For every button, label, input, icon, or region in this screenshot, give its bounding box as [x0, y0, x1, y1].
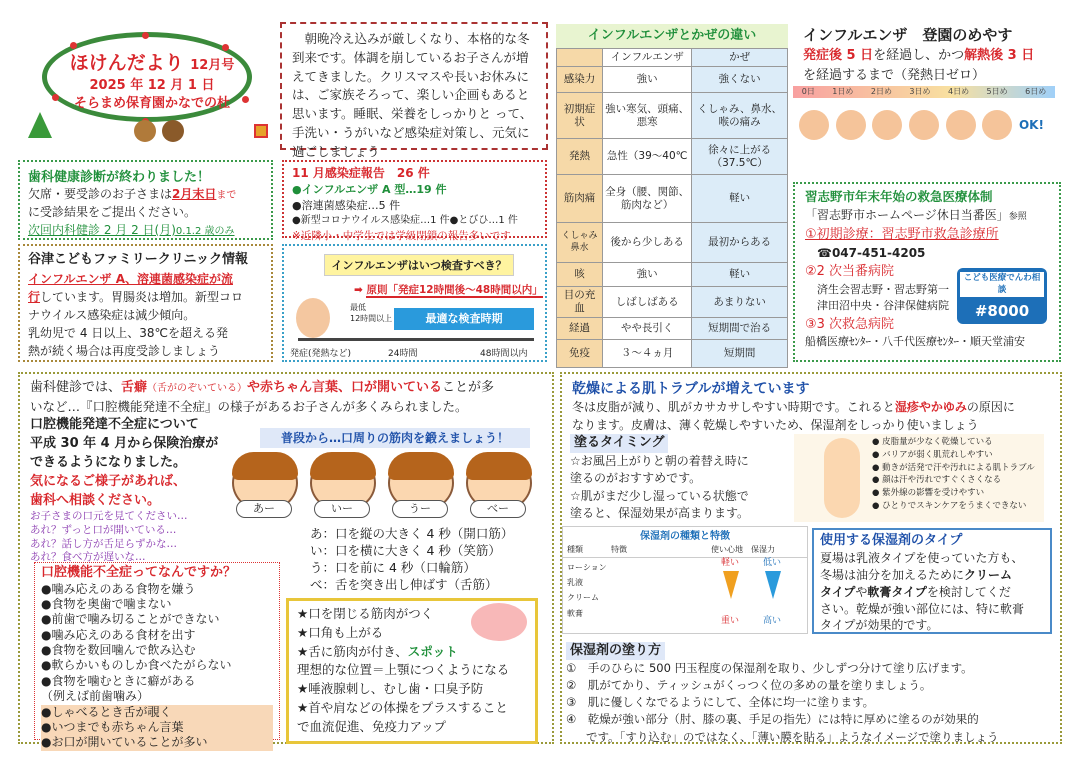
arrow-down-icon [765, 571, 781, 599]
skin-p2: なります。皮膚は、薄く乾燥しやすいため、保湿剤をしっかり使いましょう [572, 418, 979, 432]
newsletter-title: ほけんだより 12月号 [69, 52, 235, 74]
compare-flu-cell: やや長引く [603, 318, 692, 340]
skin-p1: 冬は皮脂が減り、肌がカサカサしやすい時期です。これると湿疹やかゆみの原因に [572, 400, 1015, 414]
dental-deadline-suffix: まで [216, 190, 237, 201]
flu-test-48h: 48時間以内 [480, 349, 528, 359]
school-name: そらまめ保育園かなでの杜 [73, 96, 230, 111]
child-skin-chart: ● 皮脂量が少なく乾燥している ● バリアが弱く肌荒れしやすい ● 動きが活発で汗や汚れによる肌トラブル ● 顔は汗や汚れですぐくさくなる ● 紫外線の影響を受けやすい ● ひとりでスキンケアをうまくできない [794, 434, 1044, 522]
clinic-line4: 乳幼児で 4 日以上、38℃を超える発 [28, 326, 229, 341]
what-is-box: 口腔機能不全症ってなんですか？ ●噛み応えのある食物を嫌う ●食物を奥歯で噛まない ●前歯で噛み切ることができない ●噛み応えのある食材を出す ●食物を数回噛んで飲み込む ●軟らかいものしか食べたがらない ●食物を噛むときに癖がある （例えば前歯噛み） ●しゃべるとき舌が覗く ●いつまでも赤ちゃん言葉 ●お口が開いていることが多い [34, 562, 280, 740]
emerg-hospital1: 済生会習志野・習志野第一 [817, 282, 949, 296]
compare-row-label: 免疫 [557, 340, 603, 368]
mouth-p5: できるようになりました。 [30, 454, 187, 470]
flu-test-principle: ➡ 原則「発症12時間後〜48時間以内」 [354, 284, 543, 296]
what-title: 口腔機能不全症ってなんですか？ [41, 565, 237, 580]
infection-title: 11 月感染症報告 26 件 [292, 166, 430, 180]
infection-report-box [282, 160, 547, 242]
flu-test-24h: 24時間 [388, 349, 418, 359]
emerg-first: ①初期診療：習志野市救急診療所 [805, 226, 999, 242]
baby-faces [799, 110, 1049, 140]
compare-cold-cell: 短期間で治る [692, 318, 788, 340]
infection-line3: ●新型コロナウイルス感染症…1 件●とびひ…1 件 [292, 215, 518, 227]
flu-vs-cold-box [556, 24, 788, 364]
how-to-apply-box: 保湿剤の塗り方 ① 手のひらに 500 円玉程度の保湿剤を取り、少しずつ分けて塗り広げます。 ② 肌がてかり、ティッシュがくっつく位の多めの量を塗りましょう。 ③ 肌に優しくなでるようにして、全体に均一に塗ります。 ④ 乾燥が強い部分（肘、膝の裏、手足の指先）には特に厚めに塗るのが効果的 です。「すり込む」のではなく、「薄い膜を貼る」ようなイメージで塗りましょう [566, 643, 999, 744]
child-body-icon [824, 438, 860, 518]
compare-flu-cell: しばしばある [603, 287, 692, 318]
emerg-hospital2: 津田沼中央・谷津保健病院 [817, 299, 949, 313]
dental-title: 歯科健康診断が終わりました！ [28, 170, 211, 185]
compare-col-cold: かぜ [692, 49, 788, 67]
emerg-third: ③3 次救急病院 [805, 316, 895, 332]
timing-box: 塗るタイミング ☆お風呂上がりと朝の着替え時に 塗るのがおすすめです。 ☆肌がまだ少し湿っている状態で 塗ると、保湿効果が高まります。 [570, 435, 750, 521]
mouth-p7: 歯科へ相談ください。 [30, 492, 161, 508]
compare-flu-cell: 全身（腰、関節、筋肉など） [603, 175, 692, 223]
compare-row-label: 筋肉痛 [557, 175, 603, 223]
emerg-second: ②2 次当番病院 [805, 264, 895, 280]
ok-label: OK! [1018, 118, 1044, 132]
emerg-line1-suffix: 参照 [1008, 212, 1027, 223]
exercise-list: あ：口を縦の大きく 4 秒（開口筋） い：口を横に大きく 4 秒（笑筋） う：口を前に 4 秒（口輪筋） べ：舌を突き出し伸ばす（舌筋） [310, 526, 514, 592]
flu-test-onset: 発症(発熱など) [290, 349, 352, 359]
compare-flu-cell: ３〜４ヵ月 [603, 340, 692, 368]
mouth-questions: お子さまの口元を見てください… あれ？ずっと口が開いている… あれ？話し方が舌足らずかな… あれ？食べ方が遅いな… [30, 510, 188, 564]
clinic-line3: ナウイルス感染症は減少傾向。 [28, 308, 196, 323]
sound-a: あー [236, 500, 292, 518]
baby-face-icon [946, 110, 976, 140]
infection-line1: ●インフルエンザ A 型…19 件 [292, 183, 447, 197]
flu-test-timing [282, 244, 547, 362]
benefits-box: ★口を閉じる筋肉がつく ★口角も上がる ★舌に筋肉が付き、スポット 理想的な位置＝上顎につくようになる ★唾液腺刺し、むし歯・口臭予防 ★首や肩などの体操をプラスすること で血流促進、免疫力アップ [286, 598, 538, 744]
mouth-p1: 歯科健診では、舌癖（舌がのぞいている）や赤ちゃん言葉、口が開いていることが多 [30, 380, 495, 395]
gift-icon [254, 124, 268, 138]
mouth-p6: 気になるご様子があれば、 [30, 473, 187, 489]
compare-cold-cell: あまりない [692, 287, 788, 318]
compare-cold-cell: 徐々に上がる（37.5℃） [692, 139, 788, 175]
compare-flu-cell: 急性（39〜40℃ [603, 139, 692, 175]
compare-cold-cell: 軽い [692, 263, 788, 287]
compare-title: インフルエンザとかぜの違い [556, 24, 788, 48]
next-checkup-age: 0.1.2 歳のみ [175, 226, 235, 237]
intro-message [280, 22, 548, 159]
arrow-down-icon [723, 571, 739, 599]
emerg-line1: 「習志野市ホームページ休日当番医」 [805, 208, 1009, 223]
sound-be: べー [470, 500, 526, 518]
compare-cold-cell: 最初からある [692, 223, 788, 263]
dry-skin-section [560, 372, 1062, 744]
dental-line1: 欠席・要受診のお子さまは [28, 187, 173, 201]
compare-row-label: 初期症状 [557, 93, 603, 139]
dayoff-day-labels: 0日 1日め 2日め 3日め 4日め 5日め 6日め [801, 87, 1047, 96]
feel-light: 軽い [721, 558, 740, 568]
emergency-care-box [793, 182, 1061, 362]
skin-title: 乾燥による肌トラブルが増えています [572, 381, 810, 397]
compare-row-label: 感染力 [557, 67, 603, 93]
types-title: 保湿剤の種類と特徴 [640, 531, 730, 542]
intro-text: 朝晩冷え込みが厳しくなり、本格的な冬到来です。体調を崩しているお子さんが増えてきました。クリスマスや長いお休みには、ご家族そろって、楽しい企画もあると思います。睡眠、栄養をしっかりと って、手洗い・うがいなど感染症対策し、元気に過ごしましょう [292, 31, 533, 159]
oral-function-section [18, 372, 554, 750]
baby-face-icon [836, 110, 866, 140]
compare-table [556, 48, 788, 368]
dental-line2: に受診結果をご提出ください。 [28, 205, 197, 219]
compare-cold-cell: 強くない [692, 67, 788, 93]
emerg-title: 習志野市年末年始の救急医療体制 [805, 189, 993, 204]
dayoff-line2: を経過するまで（発熱日ゼロ） [803, 68, 986, 83]
sick-child-icon [296, 298, 330, 338]
use-title: 使用する保湿剤のタイプ [820, 533, 963, 548]
child-hotline-badge: こども医療でんわ相談 #8000 [957, 268, 1047, 324]
moisturizer-type-table: 保湿剤の種類と特徴 種類 特徴 使い心地 保湿力 ローション 乳液 クリーム 軟膏 軽い 低い 重い 高い [562, 526, 808, 634]
compare-row-label: くしゃみ鼻水 [557, 223, 603, 263]
mouth-illustration-icon [471, 603, 527, 641]
compare-cold-cell: くしゃみ、鼻水、喉の痛み [692, 93, 788, 139]
compare-row-label: 発熱 [557, 139, 603, 175]
compare-flu-cell: 後から少しある [603, 223, 692, 263]
how-title: 保湿剤の塗り方 [566, 642, 665, 660]
moisturizer-use-box: 使用する保湿剤のタイプ 夏場は乳液タイプを使っていた方も、 冬場は油分を加えるためにクリーム タイプや軟膏タイプを検討してくだ さい。乾燥が強い部位には、特に軟膏 タイプが効果的です。 [812, 528, 1052, 634]
infection-note: ※近隣小・中学生では学級閉鎖の報告多いです [292, 229, 511, 242]
christmas-tree-icon [28, 112, 52, 138]
clinic-info-box [18, 244, 273, 362]
compare-flu-cell: 強い [603, 67, 692, 93]
clinic-line2b: しています。胃腸炎は増加。新型コロ [40, 290, 244, 305]
exercise-title: 普段から…口周りの筋肉を鍛えましょう！ [260, 428, 530, 448]
bear-icon [162, 120, 184, 142]
sound-i: いー [314, 500, 370, 518]
compare-row-label: 咳 [557, 263, 603, 287]
clinic-line1: インフルエンザ A、溶連菌感染症が流 [28, 272, 233, 287]
clinic-line5: 熱が続く場合は再度受診しましょう [28, 344, 221, 359]
dayoff-title: インフルエンザ 登園のめやす [803, 26, 1013, 44]
issue-date: 2025 年 12 月 1 日 [89, 78, 215, 93]
infection-line2: ●溶連菌感染症…5 件 [292, 199, 401, 213]
timing-title: 塗るタイミング [570, 434, 668, 453]
sound-u: うー [392, 500, 448, 518]
compare-row-label: 目の充血 [557, 287, 603, 318]
compare-flu-cell: 強い [603, 263, 692, 287]
daycare-return-guide [793, 22, 1061, 182]
dental-deadline: 2月末日 [172, 187, 217, 201]
baby-face-icon [982, 110, 1012, 140]
mouth-p3: 口腔機能発達不全症について [30, 417, 199, 433]
flu-test-question: インフルエンザはいつ検査すべき？ [324, 254, 514, 276]
compare-row-label: 経過 [557, 318, 603, 340]
baby-face-icon [909, 110, 939, 140]
next-checkup: 次回内科健診 2 月 2 日(月) [28, 223, 176, 237]
compare-col-flu: インフルエンザ [603, 49, 692, 67]
power-high: 高い [763, 616, 782, 626]
power-low: 低い [763, 558, 782, 568]
emerg-hospital3: 船橋医療ｾﾝﾀｰ・八千代医療ｾﾝﾀｰ・順天堂浦安 [805, 335, 1025, 349]
clinic-title: 谷津こどもファミリークリニック情報 [28, 252, 248, 267]
bear-icon [134, 120, 156, 142]
clinic-line2a: 行 [28, 290, 41, 305]
dental-checkup-box [18, 160, 273, 240]
compare-cold-cell: 短期間 [692, 340, 788, 368]
flu-test-min: 最低 12時間以上 [350, 303, 393, 323]
compare-cold-cell: 軽い [692, 175, 788, 223]
feel-heavy: 重い [721, 616, 740, 626]
dayoff-line1: 発症後 5 日を経過し、かつ解熱後 3 日 [803, 48, 1035, 63]
baby-face-icon [872, 110, 902, 140]
mouth-p4: 平成 30 年 4 月から保険治療が [30, 436, 219, 452]
flu-test-best: 最適な検査時期 [394, 308, 534, 330]
baby-face-icon [799, 110, 829, 140]
mouth-p2: いなど…『口腔機能発達不全症』の様子があるお子さんが多くみられました。 [30, 398, 468, 414]
newsletter-header [22, 24, 270, 146]
emerg-tel: ☎047-451-4205 [817, 246, 926, 261]
compare-flu-cell: 強い寒気、頭痛、悪寒 [603, 93, 692, 139]
